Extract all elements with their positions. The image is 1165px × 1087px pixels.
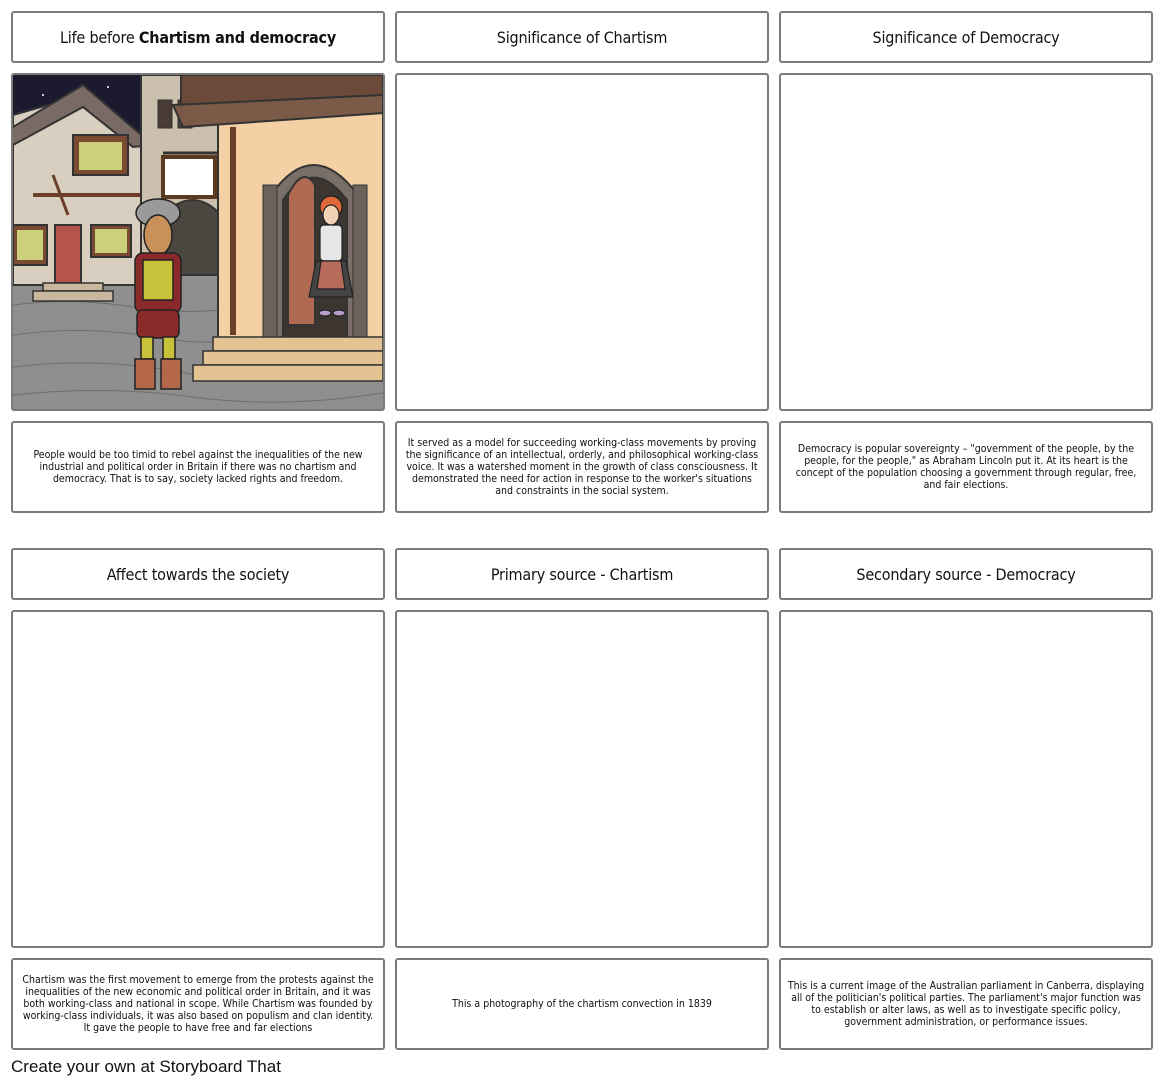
- panel-4-description: [11, 958, 385, 1050]
- panel-2-title: [395, 11, 769, 63]
- panel-6-scene: [779, 610, 1153, 948]
- panel-1-description-text: People would be too timid to rebel against the inequalities of the new industrial and political order in Britain if there was no chartism and democracy. That is to say, society lacked rights and freedom.: [33, 449, 363, 485]
- panel-2-title-text: Significance of Chartism: [496, 27, 668, 47]
- panel-4-title: [11, 548, 385, 600]
- panel-2-scene: [395, 73, 769, 411]
- panel-2-description-text: It served as a model for succeeding working-class movements by proving the significance of an intellectual, orderly, and philosophical working-class voice. It was a watershed moment in the growth of class consciousness. It demonstrated the need for action in response to the worker's situations and constraints in the social system.: [405, 437, 759, 497]
- panel-3-description-text: Democracy is popular sovereignty – "government of the people, by the people, for the people," as Abraham Lincoln put it. At its heart is the concept of the population choosing a government through regular, free, and fair elections.: [795, 443, 1137, 491]
- panel-1-title: [11, 11, 385, 63]
- panel-3-title: [779, 11, 1153, 63]
- panel-6-description: [779, 958, 1153, 1050]
- panel-5-description: [395, 958, 769, 1050]
- panel-3-title-text: Significance of Democracy: [872, 27, 1060, 47]
- panel-5-title-text: Primary source - Chartism: [490, 564, 674, 584]
- panel-3-description: [779, 421, 1153, 513]
- panel-1-title-bold: Chartism and democracy: [138, 27, 337, 47]
- panel-2-description: [395, 421, 769, 513]
- panel-6-title: [779, 548, 1153, 600]
- medieval-street-illustration: [13, 75, 383, 409]
- panel-6-description-text: This is a current image of the Australian parliament in Canberra, displaying all of the politician's political parties. The parliament's major function was to establish or alter laws, as well as to investigate specific policy, government administration, or performance issues.: [787, 980, 1145, 1028]
- storyboard-footer-link[interactable]: Create your own at Storyboard That: [11, 1057, 281, 1076]
- panel-1-description: [11, 421, 385, 513]
- panel-1-title-plain: Life before: [59, 27, 139, 47]
- panel-5-scene: [395, 610, 769, 948]
- panel-4-scene: [11, 610, 385, 948]
- panel-6-title-text: Secondary source - Democracy: [856, 564, 1076, 584]
- panel-1-scene: [11, 73, 385, 411]
- panel-4-title-text: Affect towards the society: [106, 564, 290, 584]
- panel-5-title: [395, 548, 769, 600]
- panel-5-description-text: This a photography of the chartism convection in 1839: [452, 998, 712, 1010]
- panel-4-description-text: Chartism was the first movement to emerge from the protests against the inequalities of the new economic and political order in Britain, and it was both working-class and national in scope. While Chartism was founded by working-class individuals, it was also based on populism and clan identity. It gave the people to have free and far elections: [22, 974, 374, 1034]
- panel-3-scene: [779, 73, 1153, 411]
